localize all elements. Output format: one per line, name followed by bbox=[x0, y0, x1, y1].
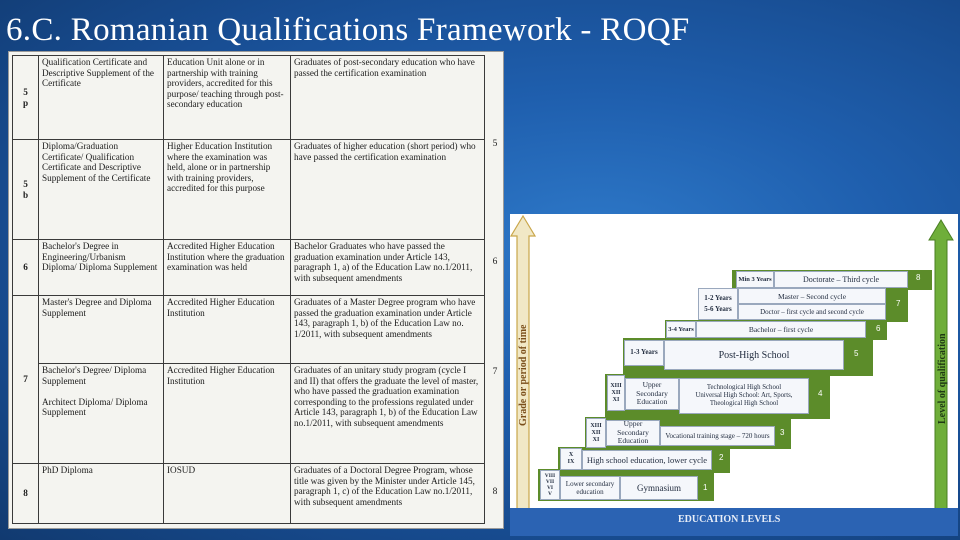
qualification-cell: Master's Degree and Diploma Supplement bbox=[39, 296, 164, 364]
level-number: 7 bbox=[896, 299, 901, 308]
education-levels-label: EDUCATION LEVELS bbox=[678, 514, 781, 525]
grade-label: VIII VII VI V bbox=[540, 470, 560, 500]
graduates-cell: Graduates of post-secondary education who have passed the certification examination bbox=[291, 56, 485, 140]
right-level-column bbox=[487, 55, 503, 525]
qualification-cell: Diploma/Graduation Certificate/ Qualification Certificate and Descriptive Supplement of the Certificate bbox=[39, 140, 164, 240]
level-cell: 8 bbox=[13, 464, 39, 524]
qualification-cell: PhD Diploma bbox=[39, 464, 164, 524]
stage-label: Vocational training stage – 720 hours bbox=[660, 426, 775, 446]
grade-label: XIII XII XI bbox=[607, 375, 625, 411]
stage-label: High school education, lower cycle bbox=[582, 450, 712, 470]
institution-cell: IOSUD bbox=[164, 464, 291, 524]
table-row bbox=[13, 296, 485, 364]
table-row bbox=[13, 464, 485, 524]
table-row bbox=[13, 364, 485, 464]
grade-label: X IX bbox=[560, 448, 582, 470]
right-level-label: 5 bbox=[492, 139, 498, 149]
institution-cell: Higher Education Institution where the examination was held, alone or in partnership with training providers, accredited for this purpose bbox=[164, 140, 291, 240]
stage-label: Upper Secondary Education bbox=[625, 378, 679, 410]
stage-label: Bachelor – first cycle bbox=[696, 321, 866, 338]
table-row bbox=[13, 56, 485, 140]
graduates-cell: Graduates of a Doctoral Degree Program, whose title was given by the Minister under Article 145, paragraph 1, c) of the Education Law no.1/2011, with subsequent amendments bbox=[291, 464, 485, 524]
grade-label: 3-4 Years bbox=[666, 321, 696, 338]
qualifications-table-panel bbox=[8, 51, 504, 529]
qualification-cell: Bachelor's Degree in Engineering/Urbanism Diploma/ Diploma Supplement bbox=[39, 240, 164, 296]
stage-label: Lower secondary education bbox=[560, 476, 620, 500]
stage-label: Doctor – first cycle and second cycle bbox=[738, 304, 886, 320]
level-number: 4 bbox=[818, 389, 823, 398]
institution-cell: Education Unit alone or in partnership with training providers, accredited for this purpose/ teaching through post-secondary education bbox=[164, 56, 291, 140]
level-number: 5 bbox=[854, 349, 859, 358]
grade-label: Min 3 Years bbox=[736, 271, 774, 288]
stage-label: Technological High School Universal High School: Art, Sports, Theological High School bbox=[679, 378, 809, 414]
right-level-label: 8 bbox=[492, 487, 498, 497]
level-text: 5 p bbox=[22, 86, 29, 108]
level-cell bbox=[13, 140, 39, 240]
level-number: 8 bbox=[916, 273, 921, 282]
level-number: 1 bbox=[703, 483, 708, 492]
institution-cell: Accredited Higher Education Institution bbox=[164, 364, 291, 464]
stage-label: Doctorate – Third cycle bbox=[774, 271, 908, 288]
institution-cell: Accredited Higher Education Institution where the graduation examination was held bbox=[164, 240, 291, 296]
left-axis-label: Grade or period of time bbox=[518, 324, 529, 426]
institution-cell: Accredited Higher Education Institution bbox=[164, 296, 291, 364]
stage-label: Upper Secondary Education bbox=[606, 420, 660, 446]
grade-label: XIII XII XI bbox=[586, 418, 606, 448]
stage-label: Master – Second cycle bbox=[738, 288, 886, 304]
graduates-cell: Bachelor Graduates who have passed the graduation examination under Article 143, paragraph 1, a) of the Education Law no.1/2011, with subsequent amendments bbox=[291, 240, 485, 296]
right-level-label: 6 bbox=[492, 257, 498, 267]
grade-label: 1-2 Years 5-6 Years bbox=[698, 288, 738, 320]
right-level-label: 7 bbox=[492, 367, 498, 377]
right-axis-label: Level of qualification bbox=[937, 333, 948, 424]
graduates-cell: Graduates of higher education (short period) who have passed the certification examination bbox=[291, 140, 485, 240]
qualifications-table bbox=[12, 55, 485, 524]
qualification-cell: Qualification Certificate and Descriptive Supplement of the Certificate bbox=[39, 56, 164, 140]
level-number: 3 bbox=[780, 428, 785, 437]
grade-label: 1-3 Years bbox=[624, 340, 664, 366]
level-cell bbox=[13, 56, 39, 140]
level-number: 2 bbox=[719, 453, 724, 462]
graduates-cell: Graduates of a Master Degree program who have passed the graduation examination under Article 143, paragraph 1, b) of the Education Law no. 1/2011, with subsequent amendments bbox=[291, 296, 485, 364]
level-text: 5 b bbox=[22, 178, 29, 200]
level-number: 6 bbox=[876, 324, 881, 333]
page-title: 6.C. Romanian Qualifications Framework - ROQF bbox=[6, 12, 690, 48]
qualification-cell: Bachelor's Degree/ Diploma Supplement Architect Diploma/ Diploma Supplement bbox=[39, 364, 164, 464]
education-levels-diagram bbox=[510, 214, 958, 536]
stage-label: Post-High School bbox=[664, 340, 844, 370]
stage-label: Gymnasium bbox=[620, 476, 698, 500]
level-cell: 7 bbox=[13, 296, 39, 464]
table-row bbox=[13, 140, 485, 240]
table-row bbox=[13, 240, 485, 296]
graduates-cell: Graduates of an unitary study program (cycle I and II) that offers the graduate the level of master, who have passed the graduation examination corresponding to the professions regulated under Article 143, paragraph 1, b) of the Education Law no.1/2011, with subsequent amendments bbox=[291, 364, 485, 464]
level-cell: 6 bbox=[13, 240, 39, 296]
